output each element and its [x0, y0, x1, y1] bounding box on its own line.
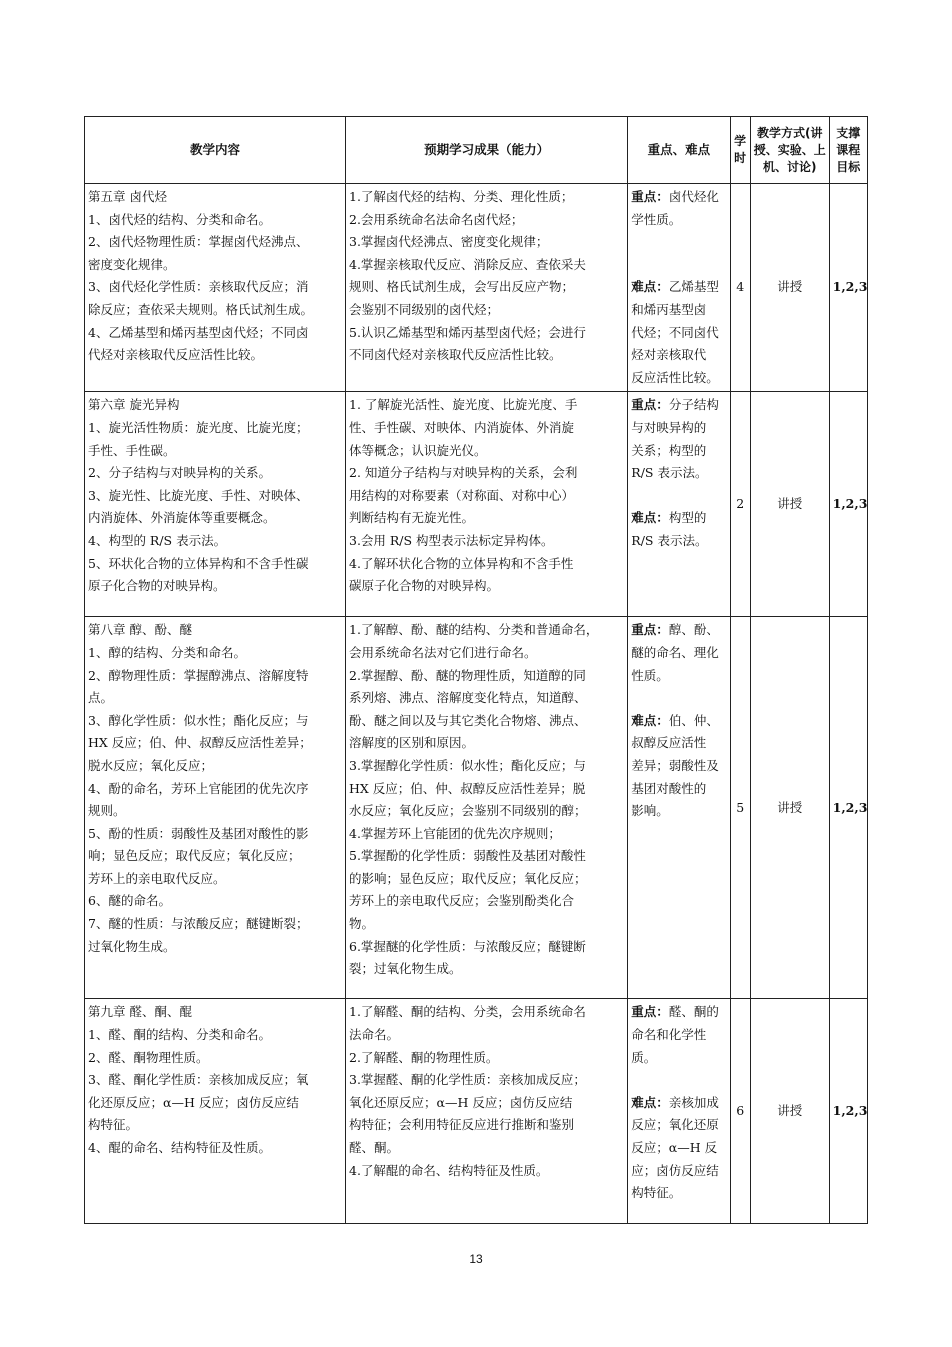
goals-cell: 1,2,3 [829, 617, 867, 999]
difficult-text: 构特征。 [631, 1185, 682, 1201]
key-line [631, 186, 726, 209]
content-cell-line: 3、醛、酮化学性质：亲核加成反应；氧 [88, 1072, 309, 1088]
outcomes-cell [346, 999, 628, 1224]
difficult-text: 烃对亲核取代 [631, 347, 707, 363]
content-cell-line: 2、卤代烃物理性质：掌握卤代烃沸点、 [88, 234, 309, 250]
content-cell-line: 2、醛、酮物理性质。 [88, 1049, 209, 1065]
difficult-label: 难点： [631, 279, 669, 295]
difficult-line [631, 1092, 726, 1115]
content-cell-line: 响；显色反应；取代反应；氧化反应； [88, 848, 301, 864]
outcomes-cell-line: 构特征；会利用特征反应进行推断和鉴别 [349, 1117, 575, 1133]
outcomes-cell-line: 裂；过氧化物生成。 [349, 961, 462, 977]
difficult-line [631, 276, 726, 299]
table-row [85, 184, 868, 392]
spacer [631, 687, 726, 710]
content-cell-line: 6、醚的命名。 [88, 893, 171, 909]
content-cell [85, 999, 346, 1224]
content-cell-line: 点。 [88, 690, 114, 706]
outcomes-cell-line: 1.了解醇、酚、醚的结构、分类和普通命名， [349, 622, 599, 638]
key-line [631, 1024, 726, 1047]
content-cell [85, 184, 346, 392]
header-goals: 支撑课程目标 [829, 117, 867, 184]
header-method: 教学方式(讲授、实验、上机、讨论) [750, 117, 829, 184]
outcomes-cell [346, 617, 628, 999]
outcomes-cell [346, 392, 628, 617]
outcomes-cell-line: 3.掌握醇化学性质：似水性；酯化反应；与 [349, 757, 586, 773]
content-cell-line: 5、酚的性质：弱酸性及基团对酸性的影 [88, 825, 309, 841]
outcomes-cell-line: 1.了解醛、酮的结构、分类，会用系统命名 [349, 1004, 586, 1020]
content-cell-line: 2、分子结构与对映异构的关系。 [88, 465, 271, 481]
header-keypoints: 重点、难点 [628, 117, 730, 184]
key-text: R/S 表示法。 [631, 465, 708, 481]
outcomes-cell-line: 6.掌握醚的化学性质：与浓酸反应；醚键断 [349, 938, 586, 954]
content-cell [85, 392, 346, 617]
difficult-label: 难点： [631, 712, 669, 728]
difficult-line [631, 530, 726, 553]
content-cell-line: 代烃对亲核取代反应活性比较。 [88, 347, 264, 363]
outcomes-cell-line: 5.掌握酚的化学性质：弱酸性及基团对酸性 [349, 848, 586, 864]
difficult-line [631, 800, 726, 823]
outcomes-cell-line: 3.掌握醛、酮的化学性质：亲核加成反应； [349, 1072, 586, 1088]
spacer [631, 231, 726, 254]
content-cell-line: 规则。 [88, 803, 126, 819]
difficult-line [631, 1137, 726, 1160]
difficult-text: 反应；α—H 反 [631, 1139, 718, 1155]
content-cell-line: 原子化合物的对映异构。 [88, 578, 226, 594]
key-text: 关系；构型的 [631, 442, 707, 458]
difficult-line [631, 732, 726, 755]
content-cell-line: 2、醇物理性质：掌握醇沸点、溶解度特 [88, 667, 309, 683]
content-cell-line: 4、酚的命名，芳环上官能团的优先次序 [88, 780, 309, 796]
content-cell-line: 第八章 醇、酚、醚 [88, 622, 192, 638]
outcomes-cell-line: 的影响；显色反应；取代反应；氧化反应； [349, 870, 587, 886]
content-cell-line: 第五章 卤代烃 [88, 189, 167, 204]
key-text: 分子结构 [668, 397, 719, 413]
difficult-text: 乙烯基型 [668, 279, 719, 295]
table-row [85, 392, 868, 617]
outcomes-cell-line: 水反应；氧化反应；会鉴别不同级别的醇； [349, 803, 587, 819]
content-cell-line: 7、醚的性质：与浓酸反应；醚键断裂； [88, 916, 309, 932]
content-cell-line: 1、卤代烃的结构、分类和命名。 [88, 211, 271, 227]
outcomes-cell-line: 5.认识乙烯基型和烯丙基型卤代烃；会进行 [349, 324, 586, 340]
content-cell-line: 4、醌的命名、结构特征及性质。 [88, 1139, 271, 1155]
outcomes-cell-line: 芳环上的亲电取代反应；会鉴别酚类化合 [349, 893, 575, 909]
key-text: 与对映异构的 [631, 419, 707, 435]
outcomes-cell-line: 性、手性碳、对映体、内消旋体、外消旋 [349, 419, 575, 435]
hours-cell: 5 [730, 617, 750, 999]
hours-cell: 2 [730, 392, 750, 617]
table-row [85, 617, 868, 999]
outcomes-cell-line: 溶解度的区别和原因。 [349, 735, 475, 751]
page-number: 13 [469, 1252, 483, 1266]
outcomes-cell-line: 会用系统命名法对它们进行命名。 [349, 644, 537, 660]
difficult-line [631, 1160, 726, 1183]
key-label: 重点： [631, 622, 669, 638]
outcomes-cell-line: 会鉴别不同级别的卤代烃； [349, 301, 500, 317]
method-cell: 讲授 [750, 617, 829, 999]
goals-cell: 1,2,3 [829, 392, 867, 617]
content-cell-line: 3、旋光性、比旋光度、手性、对映体、 [88, 487, 309, 503]
key-line [631, 619, 726, 642]
key-line [631, 209, 726, 232]
content-cell-line: 4、构型的 R/S 表示法。 [88, 532, 227, 548]
difficult-line [631, 507, 726, 530]
key-label: 重点： [631, 189, 669, 204]
difficult-text: 反应活性比较。 [631, 369, 719, 385]
content-cell-line: HX 反应；伯、仲、叔醇反应活性差异； [88, 735, 312, 751]
outcomes-cell-line: 2.掌握醇、酚、醚的物理性质，知道醇的同 [349, 667, 586, 683]
content-cell-line: 密度变化规律。 [88, 256, 176, 272]
hours-cell: 6 [730, 999, 750, 1224]
content-cell-line: 化还原反应；α—H 反应；卤仿反应结 [88, 1094, 299, 1110]
outcomes-cell-line: 2.了解醛、酮的物理性质。 [349, 1049, 499, 1065]
difficult-text: 亲核加成 [668, 1094, 719, 1110]
method-cell: 讲授 [750, 184, 829, 392]
content-cell-line: 过氧化物生成。 [88, 938, 176, 954]
outcomes-cell-line: HX 反应；伯、仲、叔醇反应活性差异；脱 [349, 780, 586, 796]
method-cell: 讲授 [750, 999, 829, 1224]
difficult-text: 伯、仲、 [668, 712, 719, 728]
header-content: 教学内容 [85, 117, 346, 184]
difficult-text: 构型的 [668, 510, 707, 526]
difficult-line [631, 755, 726, 778]
content-cell-line: 除反应；查依采夫规则。格氏试剂生成。 [88, 301, 314, 317]
content-cell-line: 3、卤代烃化学性质：亲核取代反应；消 [88, 279, 309, 295]
outcomes-cell-line: 规则、格氏试剂生成，会写出反应产物； [349, 279, 575, 295]
outcomes-cell-line: 法命名。 [349, 1026, 400, 1042]
outcomes-cell-line: 2.会用系统命名法命名卤代烃； [349, 211, 524, 227]
key-text: 质。 [631, 1049, 657, 1065]
content-cell-line: 第九章 醛、酮、醌 [88, 1004, 192, 1020]
content-cell-line: 1、醇的结构、分类和命名。 [88, 644, 246, 660]
content-cell-line: 5、环状化合物的立体异构和不含手性碳 [88, 555, 309, 571]
outcomes-cell-line: 2. 知道分子结构与对映异构的关系，会利 [349, 465, 578, 481]
outcomes-cell [346, 184, 628, 392]
keypoints-cell [628, 617, 730, 999]
spacer [631, 1069, 726, 1092]
header-hours: 学时 [730, 117, 750, 184]
key-line [631, 462, 726, 485]
outcomes-cell-line: 3.会用 R/S 构型表示法标定异构体。 [349, 532, 554, 548]
difficult-line [631, 778, 726, 801]
outcomes-cell-line: 4.了解环状化合物的立体异构和不含手性 [349, 555, 574, 571]
content-cell-line: 手性、手性碳。 [88, 442, 176, 458]
key-text: 醚的命名、理化 [631, 644, 719, 660]
spacer [631, 254, 726, 277]
difficult-text: 代烃；不同卤代 [631, 324, 719, 340]
table-row [85, 999, 868, 1224]
outcomes-cell-line: 醛、酮。 [349, 1139, 400, 1155]
key-text: 命名和化学性 [631, 1026, 707, 1042]
outcomes-cell-line: 酚、醚之间以及与其它类化合物熔、沸点、 [349, 712, 587, 728]
keypoints-cell [628, 392, 730, 617]
key-text: 醇、酚、 [668, 622, 719, 638]
hours-cell: 4 [730, 184, 750, 392]
keypoints-cell [628, 999, 730, 1224]
key-line [631, 440, 726, 463]
keypoints-cell [628, 184, 730, 392]
difficult-text: 反应；氧化还原 [631, 1117, 719, 1133]
outcomes-cell-line: 用结构的对称要素（对称面、对称中心） [349, 487, 575, 503]
content-cell-line: 3、醇化学性质：似水性；酯化反应；与 [88, 712, 309, 728]
outcomes-cell-line: 4.掌握芳环上官能团的优先次序规则； [349, 825, 561, 841]
outcomes-cell-line: 物。 [349, 916, 375, 932]
difficult-line [631, 322, 726, 345]
key-label: 重点： [631, 1004, 669, 1020]
outcomes-cell-line: 4.掌握亲核取代反应、消除反应、查依采夫 [349, 256, 586, 272]
outcomes-cell-line: 判断结构有无旋光性。 [349, 510, 475, 526]
outcomes-cell-line: 1.了解卤代烃的结构、分类、理化性质； [349, 189, 574, 204]
key-text: 醛、酮的 [668, 1004, 719, 1020]
key-line [631, 1001, 726, 1024]
outcomes-cell-line: 3.掌握卤代烃沸点、密度变化规律； [349, 234, 549, 250]
content-cell-line: 内消旋体、外消旋体等重要概念。 [88, 510, 276, 526]
goals-cell: 1,2,3 [829, 184, 867, 392]
content-cell-line: 构特征。 [88, 1117, 139, 1133]
difficult-label: 难点： [631, 1094, 669, 1110]
goals-cell: 1,2,3 [829, 999, 867, 1224]
outcomes-cell-line: 不同卤代烃对亲核取代反应活性比较。 [349, 347, 562, 363]
content-cell-line: 1、醛、酮的结构、分类和命名。 [88, 1026, 271, 1042]
difficult-text: 差异；弱酸性及 [631, 757, 719, 773]
key-text: 性质。 [631, 667, 669, 683]
method-cell: 讲授 [750, 392, 829, 617]
outcomes-cell-line: 氧化还原反应；α—H 反应；卤仿反应结 [349, 1094, 573, 1110]
difficult-line [631, 1182, 726, 1205]
content-cell-line: 第六章 旋光异构 [88, 397, 180, 413]
key-line [631, 642, 726, 665]
header-outcomes: 预期学习成果（能力） [346, 117, 628, 184]
difficult-text: 影响。 [631, 803, 669, 819]
content-cell-line: 脱水反应；氧化反应； [88, 757, 214, 773]
key-line [631, 665, 726, 688]
outcomes-cell-line: 系列熔、沸点、溶解度变化特点，知道醇、 [349, 690, 587, 706]
difficult-line [631, 1114, 726, 1137]
difficult-line [631, 299, 726, 322]
difficult-text: R/S 表示法。 [631, 532, 708, 548]
key-text: 学性质。 [631, 211, 682, 227]
key-text: 卤代烃化 [668, 189, 719, 204]
curriculum-table [84, 116, 868, 1224]
key-line [631, 417, 726, 440]
key-label: 重点： [631, 397, 669, 413]
difficult-line [631, 367, 726, 390]
outcomes-cell-line: 1. 了解旋光活性、旋光度、比旋光度、手 [349, 397, 578, 413]
difficult-line [631, 344, 726, 367]
spacer [631, 485, 726, 508]
key-line [631, 1047, 726, 1070]
outcomes-cell-line: 碳原子化合物的对映异构。 [349, 578, 500, 594]
content-cell [85, 617, 346, 999]
outcomes-cell-line: 4.了解醌的命名、结构特征及性质。 [349, 1162, 549, 1178]
curriculum-table-page [84, 116, 868, 1224]
difficult-line [631, 710, 726, 733]
content-cell-line: 4、乙烯基型和烯丙基型卤代烃；不同卤 [88, 324, 309, 340]
content-cell-line: 芳环上的亲电取代反应。 [88, 870, 226, 886]
difficult-label: 难点： [631, 510, 669, 526]
content-cell-line: 1、旋光活性物质：旋光度、比旋光度； [88, 419, 309, 435]
difficult-text: 应；卤仿反应结 [631, 1162, 719, 1178]
difficult-text: 和烯丙基型卤 [631, 301, 707, 317]
table-header-row [85, 117, 868, 184]
key-line [631, 394, 726, 417]
difficult-text: 叔醇反应活性 [631, 735, 707, 751]
difficult-text: 基团对酸性的 [631, 780, 707, 796]
outcomes-cell-line: 体等概念；认识旋光仪。 [349, 442, 487, 458]
